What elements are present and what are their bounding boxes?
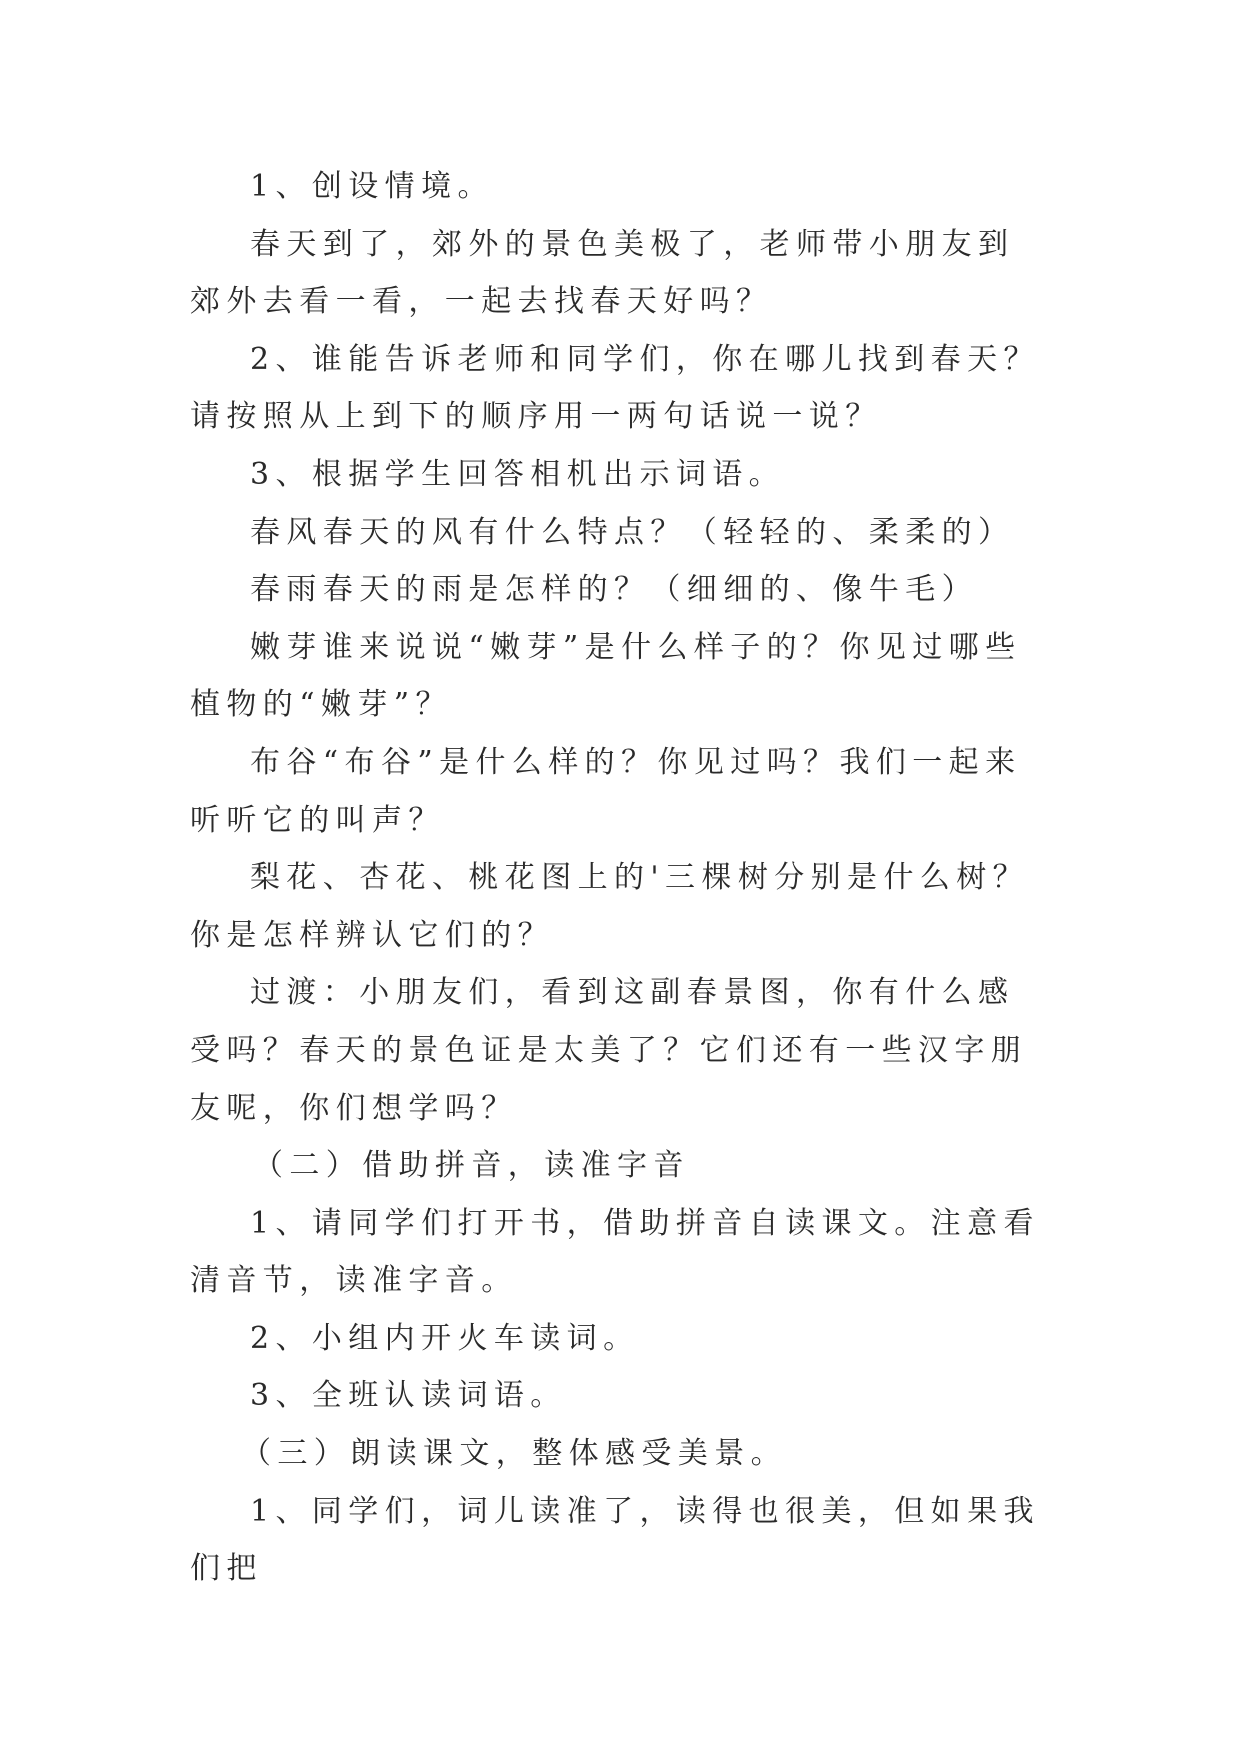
document-body xyxy=(190,158,1050,1598)
paragraph-cuckoo: 布谷“布谷”是什么样的？你见过吗？我们一起来听听它的叫声？ xyxy=(190,744,1022,838)
paragraph-step-1: 1、创设情境。 xyxy=(250,169,494,204)
paragraph-spring-rain: 春雨春天的雨是怎样的？（细细的、像牛毛） xyxy=(250,572,978,608)
section-heading-2: （二）借助拼音，读准字音 xyxy=(253,1148,690,1184)
paragraph-transition: 过渡：小朋友们，看到这副春景图，你有什么感受吗？春天的景色证是太美了？它们还有一些汉字朋友呢，你们想学吗？ xyxy=(190,975,1028,1126)
paragraph-blossoms: 梨花、杏花、桃花图上的'三棵树分别是什么树？你是怎样辨认它们的？ xyxy=(190,860,1030,953)
paragraph-spring-wind: 春风春天的风有什么特点？（轻轻的、柔柔的） xyxy=(250,514,1015,550)
paragraph-recite-step-1: 1、同学们，词儿读准了，读得也很美，但如果我们把 xyxy=(190,1493,1040,1587)
paragraph-read-step-3: 3、全班认读词语。 xyxy=(250,1378,567,1414)
paragraph-sprouts: 嫩芽谁来说说“嫩芽”是什么样子的？你见过哪些植物的“嫩芽”？ xyxy=(190,629,1022,723)
paragraph-step-3: 3、根据学生回答相机出示词语。 xyxy=(250,456,786,492)
section-heading-3: （三）朗读课文，整体感受美景。 xyxy=(241,1436,787,1472)
paragraph-read-step-1: 1、请同学们打开书，借助拼音自读课文。注意看清音节，读准字音。 xyxy=(190,1205,1040,1299)
paragraph-spring-scene: 春天到了，郊外的景色美极了，老师带小朋友到郊外去看一看，一起去找春天好吗？ xyxy=(190,226,1015,320)
paragraph-step-2: 2、谁能告诉老师和同学们，你在哪儿找到春天？请按照从上到下的顺序用一两句话说一说？ xyxy=(190,341,1040,435)
paragraph-read-step-2: 2、小组内开火车读词。 xyxy=(250,1320,640,1356)
